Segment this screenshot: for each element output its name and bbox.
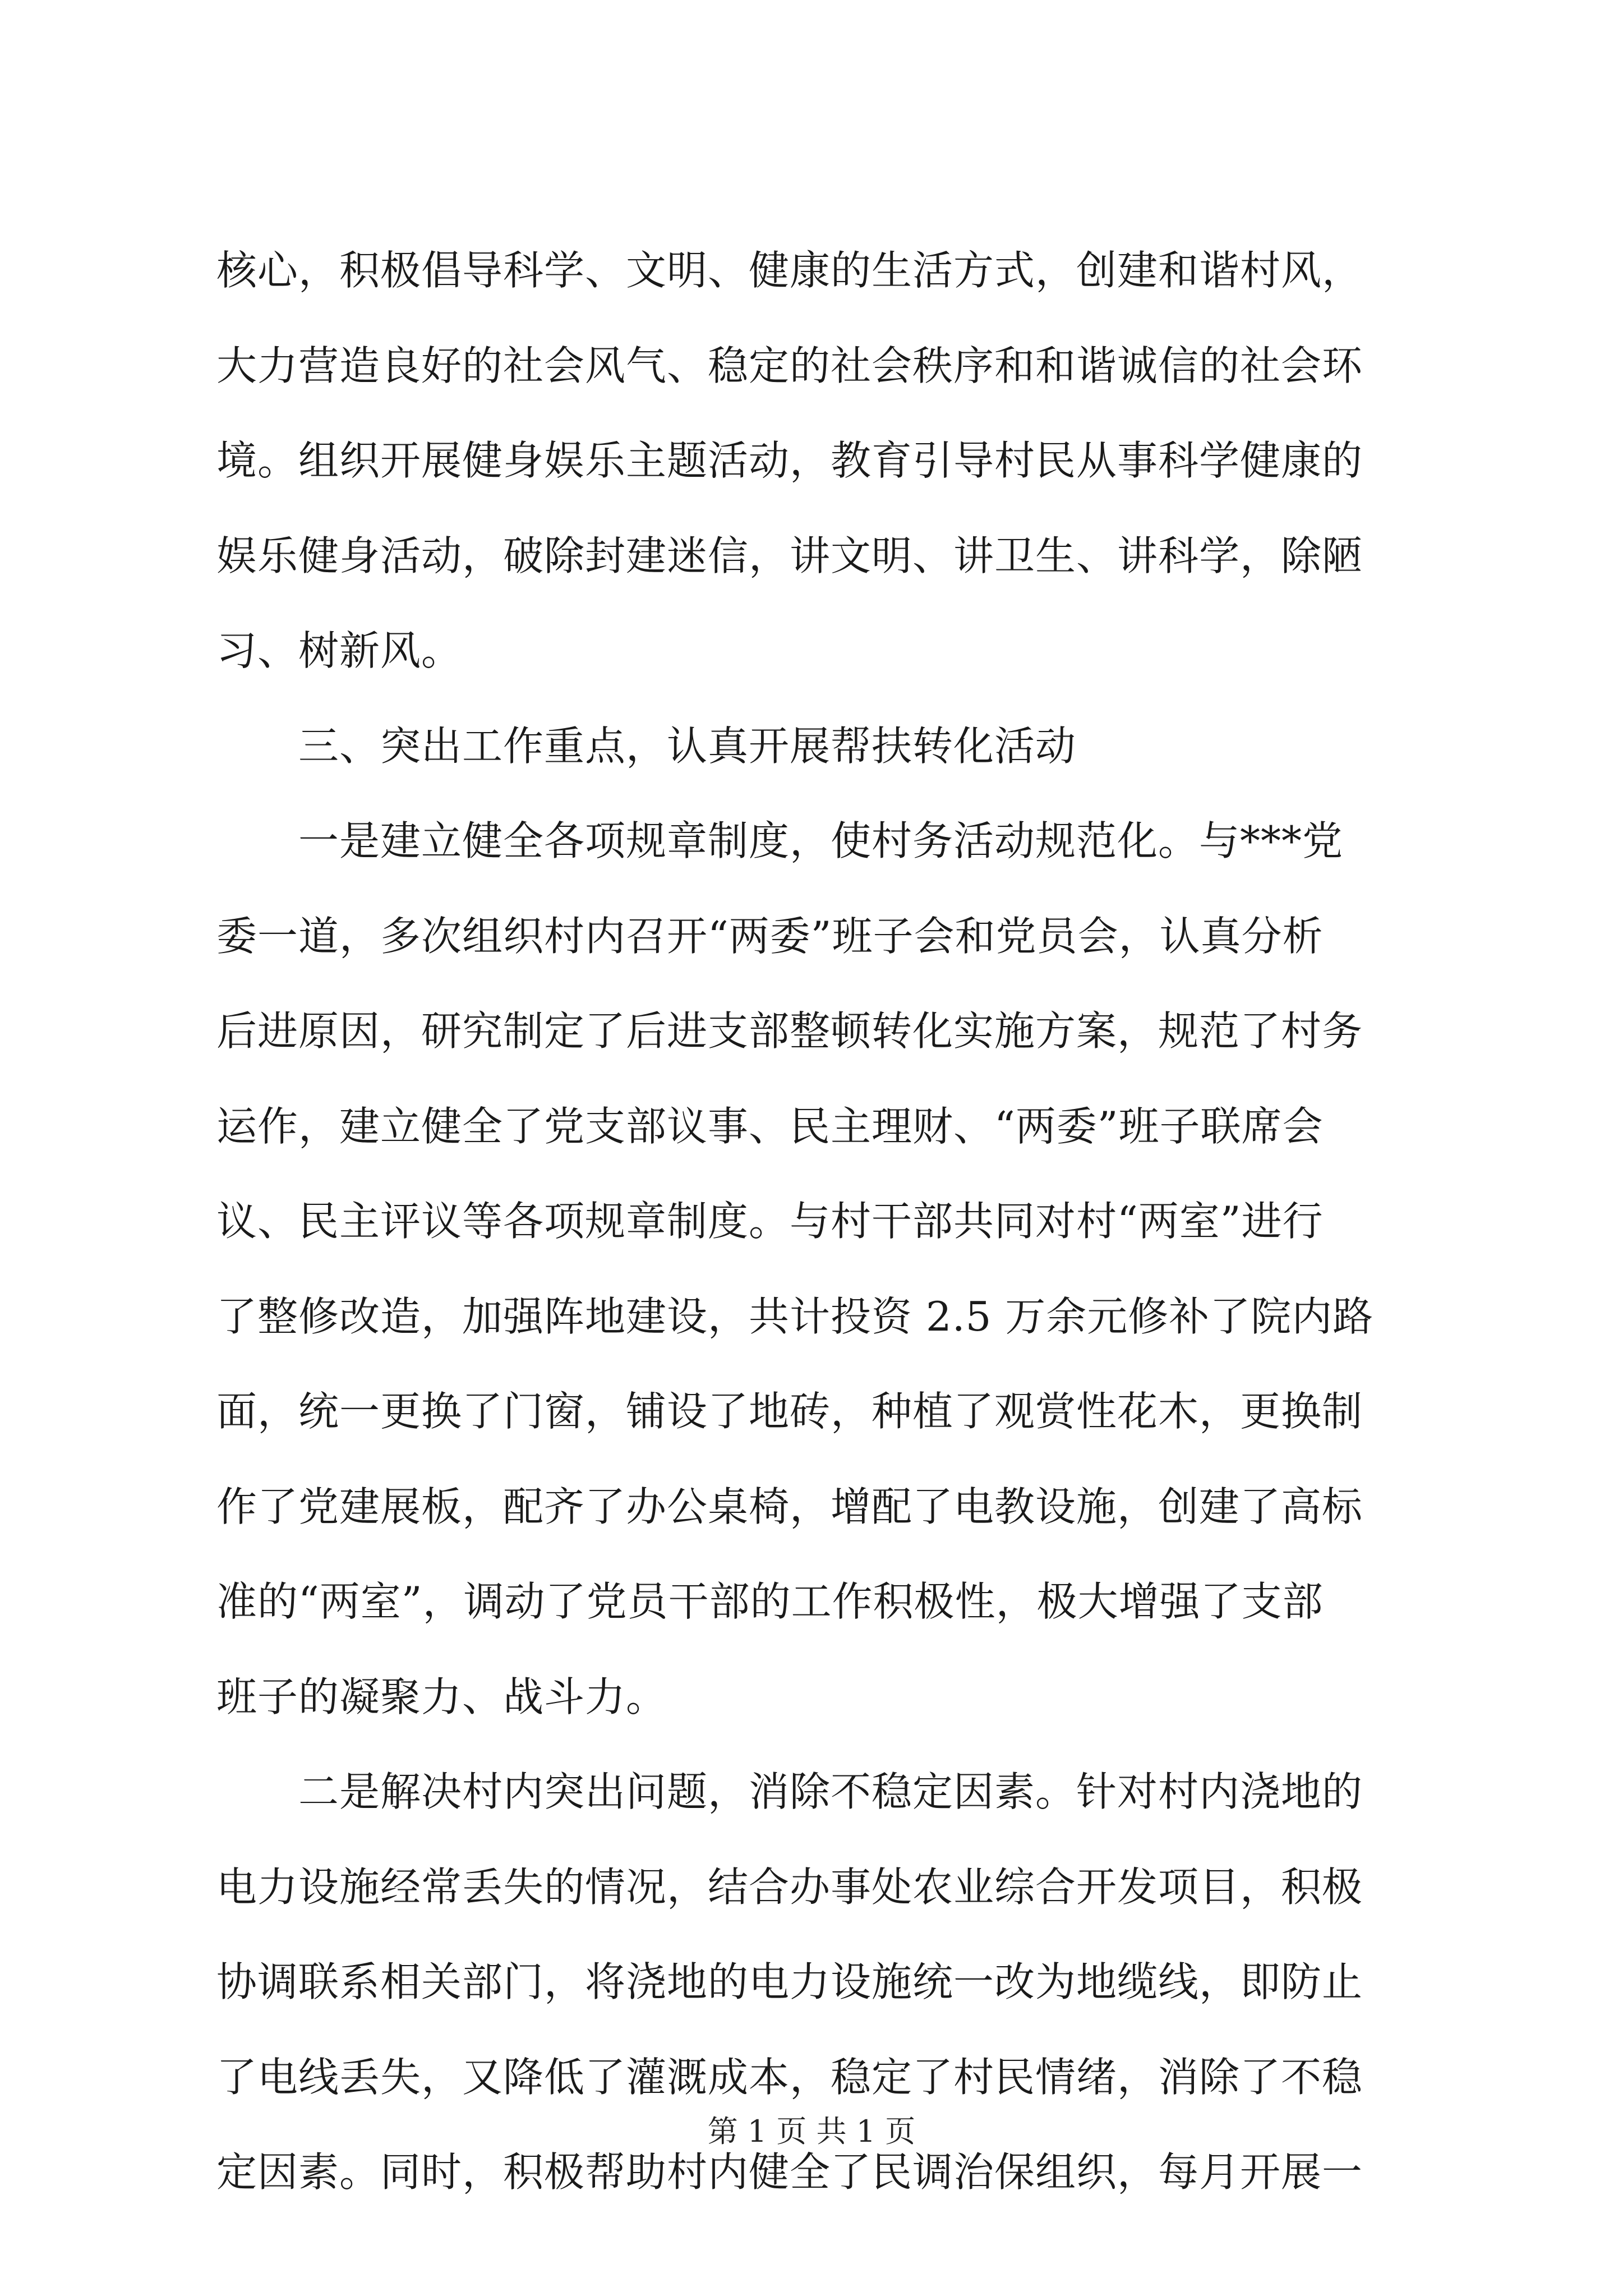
- text-line: 委一道，多次组织村内召开“两委”班子会和党员会，认真分析: [216, 912, 1324, 960]
- page-number-label: 第 1 页 共 1 页: [707, 2114, 916, 2149]
- text-line: 娱乐健身活动，破除封建迷信，讲文明、讲卫生、讲科学，除陋: [216, 532, 1363, 579]
- text-line: 作了党建展板，配齐了办公桌椅，增配了电教设施，创建了高标: [216, 1483, 1363, 1530]
- text-line: 定因素。同时，积极帮助村内健全了民调治保组织，每月开展一: [216, 2148, 1363, 2196]
- text-line: 准的“两室”，调动了党员干部的工作积极性，极大增强了支部: [216, 1578, 1324, 1625]
- text-line: 面，统一更换了门窗，铺设了地砖，种植了观赏性花木，更换制: [216, 1388, 1363, 1435]
- page-footer: [0, 2115, 1623, 2148]
- text-line: 二是解决村内突出问题，消除不稳定因素。针对村内浇地的: [216, 1768, 1363, 1815]
- text-line: 电力设施经常丢失的情况，结合办事处农业综合开发项目，积极: [216, 1863, 1363, 1911]
- text-line: 核心，积极倡导科学、文明、健康的生活方式，创建和谐村风，: [216, 247, 1363, 294]
- text-line: 协调联系相关部门，将浇地的电力设施统一改为地缆线，即防止: [216, 1958, 1363, 2005]
- section-heading: 三、突出工作重点，认真开展帮扶转化活动: [216, 722, 1077, 770]
- text-line: 议、民主评议等各项规章制度。与村干部共同对村“两室”进行: [216, 1198, 1324, 1245]
- text-line: 习、树新风。: [216, 627, 463, 674]
- text-line: 大力营造良好的社会风气、稳定的社会秩序和和谐诚信的社会环: [216, 342, 1363, 389]
- text-line: 境。组织开展健身娱乐主题活动，教育引导村民从事科学健康的: [216, 437, 1363, 484]
- text-line: 运作，建立健全了党支部议事、民主理财、“两委”班子联席会: [216, 1102, 1324, 1150]
- text-line: 一是建立健全各项规章制度，使村务活动规范化。与***党: [216, 817, 1344, 864]
- text-line: 了整修改造，加强阵地建设，共计投资 2.5 万余元修补了院内路: [216, 1292, 1374, 1340]
- document-body: [216, 247, 1428, 2244]
- text-line: 班子的凝聚力、战斗力。: [216, 1673, 667, 1720]
- text-line: 后进原因，研究制定了后进支部整顿转化实施方案，规范了村务: [216, 1007, 1363, 1055]
- text-line: 了电线丢失，又降低了灌溉成本，稳定了村民情绪，消除了不稳: [216, 2053, 1363, 2101]
